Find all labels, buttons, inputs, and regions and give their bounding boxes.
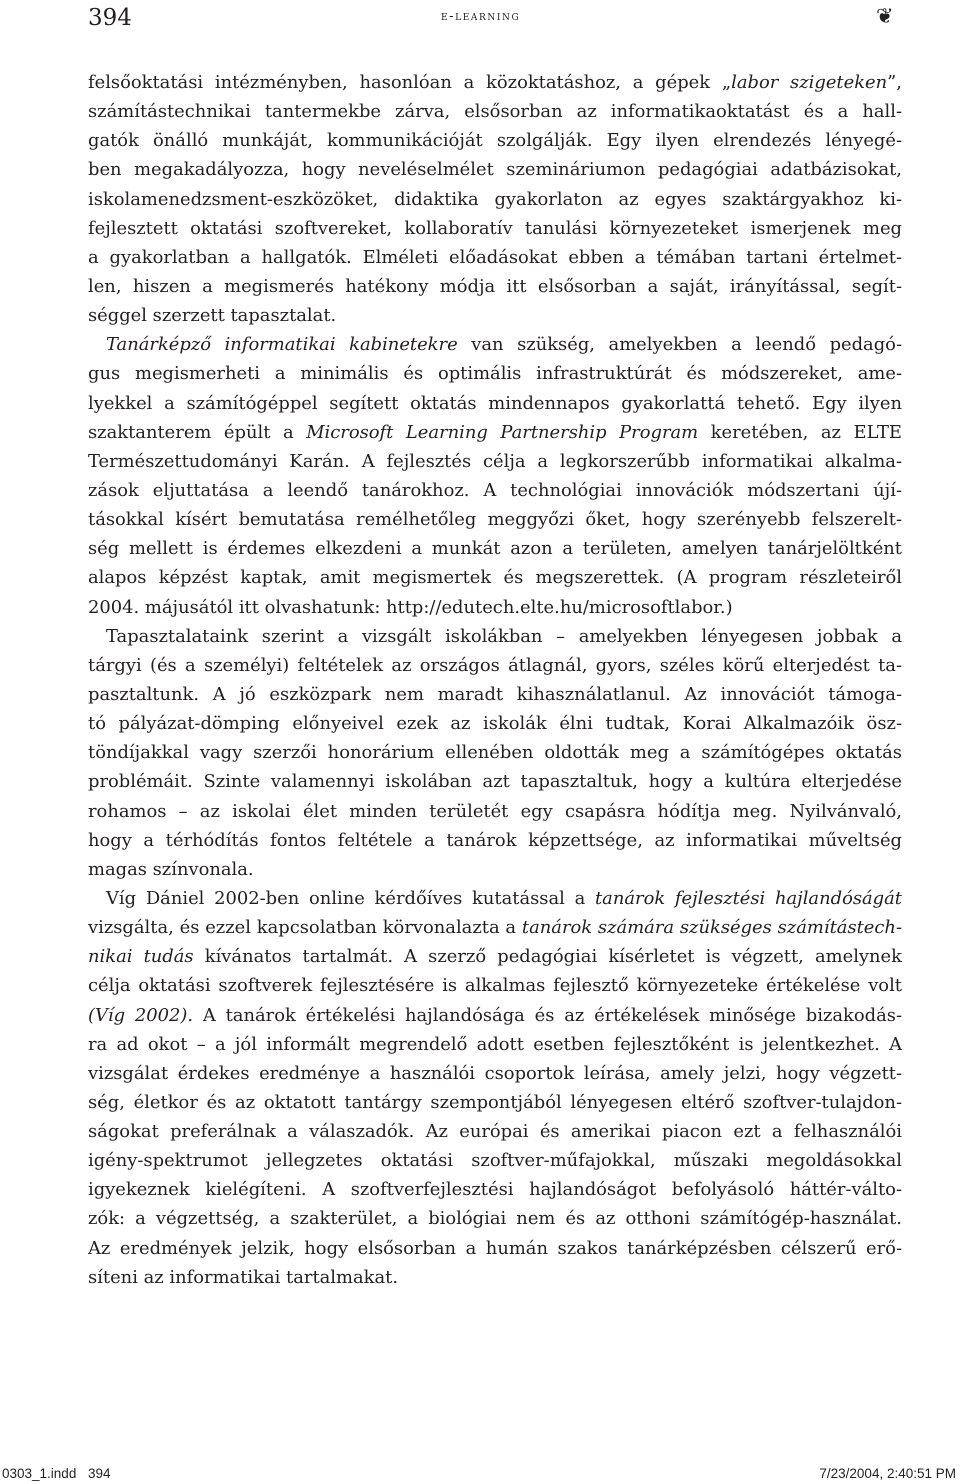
text-line <box>88 301 902 330</box>
text-run: célja oktatási szoftverek fejlesztésére is alkalmas fejlesztő környezeteke értékelése volt <box>88 975 902 997</box>
text-run: vizsgálat érdekes eredménye a használói csoportok leírása, amely jelzi, hogy végzett- <box>88 1062 902 1084</box>
text-line <box>88 1146 902 1175</box>
text-line <box>88 738 902 767</box>
text-run: töndíjakkal vagy szerzői honorárium ellenében oldották meg a számítógépes oktatás <box>88 742 902 764</box>
text-line <box>88 155 902 184</box>
text-run: iskolamenedzsment-eszközöket, didaktika gyakorlaton az egyes szaktárgyakhoz ki- <box>88 188 902 210</box>
text-line <box>88 767 902 796</box>
text-line <box>88 563 902 592</box>
text-line <box>88 855 902 884</box>
text-line <box>88 1234 902 1263</box>
text-run: szaktanterem épült a <box>88 421 307 443</box>
text-line <box>88 971 902 1000</box>
text-line <box>88 359 902 388</box>
italic-text: nikai tudás <box>88 946 194 968</box>
text-run: magas színvonala. <box>88 858 254 880</box>
text-run: rohamos – az iskolai élet minden területét egy csapásra hódítja meg. Nyilvánvaló, <box>88 800 902 822</box>
text-run: len, hiszen a megismerés hatékony módja itt elsősorban a saját, irányítással, segít- <box>88 275 902 297</box>
text-line <box>88 942 902 971</box>
text-run: ben megakadályozza, hogy neveléselmélet szemináriumon pedagógiai adatbázisokat, <box>88 159 902 181</box>
text-line <box>88 476 902 505</box>
text-line <box>88 651 902 680</box>
text-line <box>88 126 902 155</box>
text-line <box>88 1204 902 1233</box>
text-line <box>88 913 902 942</box>
text-run: hogy a térhódítás fontos feltétele a tanárok képzettsége, az informatikai műveltség <box>88 829 902 851</box>
text-run: ra ad okot – a jól informált megrendelő adott esetben fejlesztőként is jelentkezhet. A <box>88 1033 902 1055</box>
text-run: 2004. májusától itt olvashatunk: http://edutech.elte.hu/microsoftlabor.) <box>88 596 733 618</box>
text-line <box>88 389 902 418</box>
text-line <box>88 1175 902 1204</box>
italic-text: tanárok számára szükséges számítástech- <box>521 917 902 939</box>
footer-timestamp: 7/23/2004, 2:40:51 PM <box>819 1466 956 1481</box>
page-number: 394 <box>88 5 132 31</box>
italic-text: labor szigeteken <box>731 72 888 93</box>
text-line <box>88 214 902 243</box>
text-line <box>88 709 902 738</box>
text-run: zások eljuttatása a leendő tanárokhoz. A technológiai innovációk módszertani újí- <box>88 479 902 501</box>
text-line <box>88 1059 902 1088</box>
text-run: séggel szerzett tapasztalat. <box>88 305 337 327</box>
running-head: e-learning <box>441 9 521 24</box>
italic-text: tanárok fejlesztési hajlandóságát <box>594 887 902 909</box>
text-run: zók: a végzettség, a szakterület, a biológiai nem és az otthoni számítógép-használat. <box>88 1208 902 1230</box>
text-run: Tapasztalataink szerint a vizsgált iskolákban – amelyekben lényegesen jobbak a <box>106 625 902 647</box>
text-run: tó pályázat-dömping előnyeivel ezek az iskolák élni tudtak, Korai Alkalmazóik ösz- <box>88 713 902 735</box>
text-run: síteni az informatikai tartalmakat. <box>88 1266 399 1288</box>
text-line <box>88 447 902 476</box>
text-line <box>88 797 902 826</box>
text-line <box>88 1030 902 1059</box>
text-run: igyekeznek kielégíteni. A szoftverfejlesztési hajlandóságot befolyásoló háttér-válto- <box>88 1179 902 1201</box>
text-line <box>88 680 902 709</box>
text-run: tárgyi (és a személyi) feltételek az országos átlagnál, gyors, széles körű elterjedést ta- <box>88 654 902 676</box>
text-run: gus megismerheti a minimális és optimális infrastruktúrát és módszereket, ame- <box>88 363 902 385</box>
text-run: problémáit. Szinte valamennyi iskolában azt tapasztaltuk, hogy a kultúra elterjedése <box>88 771 902 793</box>
text-run: vizsgálta, és ezzel kapcsolatban körvonalazta a <box>88 917 522 939</box>
text-line <box>88 272 902 301</box>
text-run: alapos képzést kaptak, amit megismertek és megszerettek. (A program részleteiről <box>88 567 902 589</box>
text-line <box>88 1117 902 1146</box>
text-line <box>88 505 902 534</box>
text-line <box>88 1001 902 1030</box>
fleuron-icon: ❦ <box>876 4 894 28</box>
text-line <box>88 185 902 214</box>
text-run: fejlesztett oktatási szoftvereket, kollaboratív tanulási környezeteket ismerjenek meg <box>88 217 902 239</box>
text-run: igény-spektrumot jellegzetes oktatási szoftver-műfajokkal, műszaki megoldásokkal <box>88 1150 902 1172</box>
italic-text: Microsoft Learning Partnership Program <box>306 421 699 443</box>
print-footer <box>0 1464 960 1484</box>
text-run: Víg Dániel 2002-ben online kérdőíves kutatással a <box>106 887 595 909</box>
text-run: van szükség, amelyekben a leendő pedagó- <box>457 334 902 356</box>
text-line <box>88 68 902 97</box>
text-line <box>88 826 902 855</box>
text-run: gatók önálló munkáját, kommunikációját szolgálják. Egy ilyen elrendezés lényegé- <box>88 130 902 152</box>
text-line <box>88 593 902 622</box>
body-text <box>88 68 902 1292</box>
text-run: Az eredmények jelzik, hogy elsősorban a humán szakos tanárképzésben célszerű erő- <box>88 1237 902 1259</box>
footer-page-number: 394 <box>88 1466 111 1481</box>
italic-text: Tanárképző informatikai kabinetekre <box>106 334 458 356</box>
text-line <box>88 884 902 913</box>
text-line <box>88 1088 902 1117</box>
text-line <box>88 418 902 447</box>
text-run: kívánatos tartalmát. A szerző pedagógiai kísérletet is végzett, amelynek <box>193 946 902 968</box>
text-run: a gyakorlatban a hallgatók. Elméleti előadásokat ebben a témában tartani értelmet- <box>88 246 902 268</box>
text-run: ség, életkor és az oktatott tantárgy szempontjából lényegesen eltérő szoftver-tulajdon- <box>88 1091 902 1113</box>
text-run: ”, <box>887 72 902 93</box>
text-line <box>88 97 902 126</box>
text-run: felsőoktatási intézményben, hasonlóan a közoktatáshoz, a gépek „ <box>88 72 732 93</box>
italic-text: (Víg 2002). <box>88 1004 194 1026</box>
text-run: számítástechnikai tantermekbe zárva, elsősorban az informatikaoktatást és a hall- <box>88 101 902 123</box>
text-line <box>88 534 902 563</box>
text-line <box>88 622 902 651</box>
page-header <box>0 0 960 40</box>
text-run: Természettudományi Karán. A fejlesztés célja a legkorszerűbb informatikai alkalma- <box>88 450 902 472</box>
text-line <box>88 243 902 272</box>
text-line <box>88 330 902 359</box>
text-run: keretében, az ELTE <box>698 421 902 443</box>
text-run: ség mellett is érdemes elkezdeni a munkát azon a területen, amelyen tanárjelöltként <box>88 538 902 560</box>
text-run: lyekkel a számítógéppel segített oktatás mindennapos gyakorlattá tehető. Egy ilyen <box>88 392 902 414</box>
text-line <box>88 1263 902 1292</box>
text-run: tásokkal kísért bemutatása remélhetőleg meggyőzi őket, hogy szerényebb felszerelt- <box>88 509 902 531</box>
footer-filename: 0303_1.indd <box>2 1466 77 1481</box>
text-run: ságokat preferálnak a válaszadók. Az európai és amerikai piacon ezt a felhasználói <box>88 1121 902 1143</box>
text-run: pasztaltunk. A jó eszközpark nem maradt kihasználatlanul. Az innovációt támoga- <box>88 683 902 705</box>
text-run: A tanárok értékelési hajlandósága és az értékelések minősége bizakodás- <box>193 1004 902 1026</box>
